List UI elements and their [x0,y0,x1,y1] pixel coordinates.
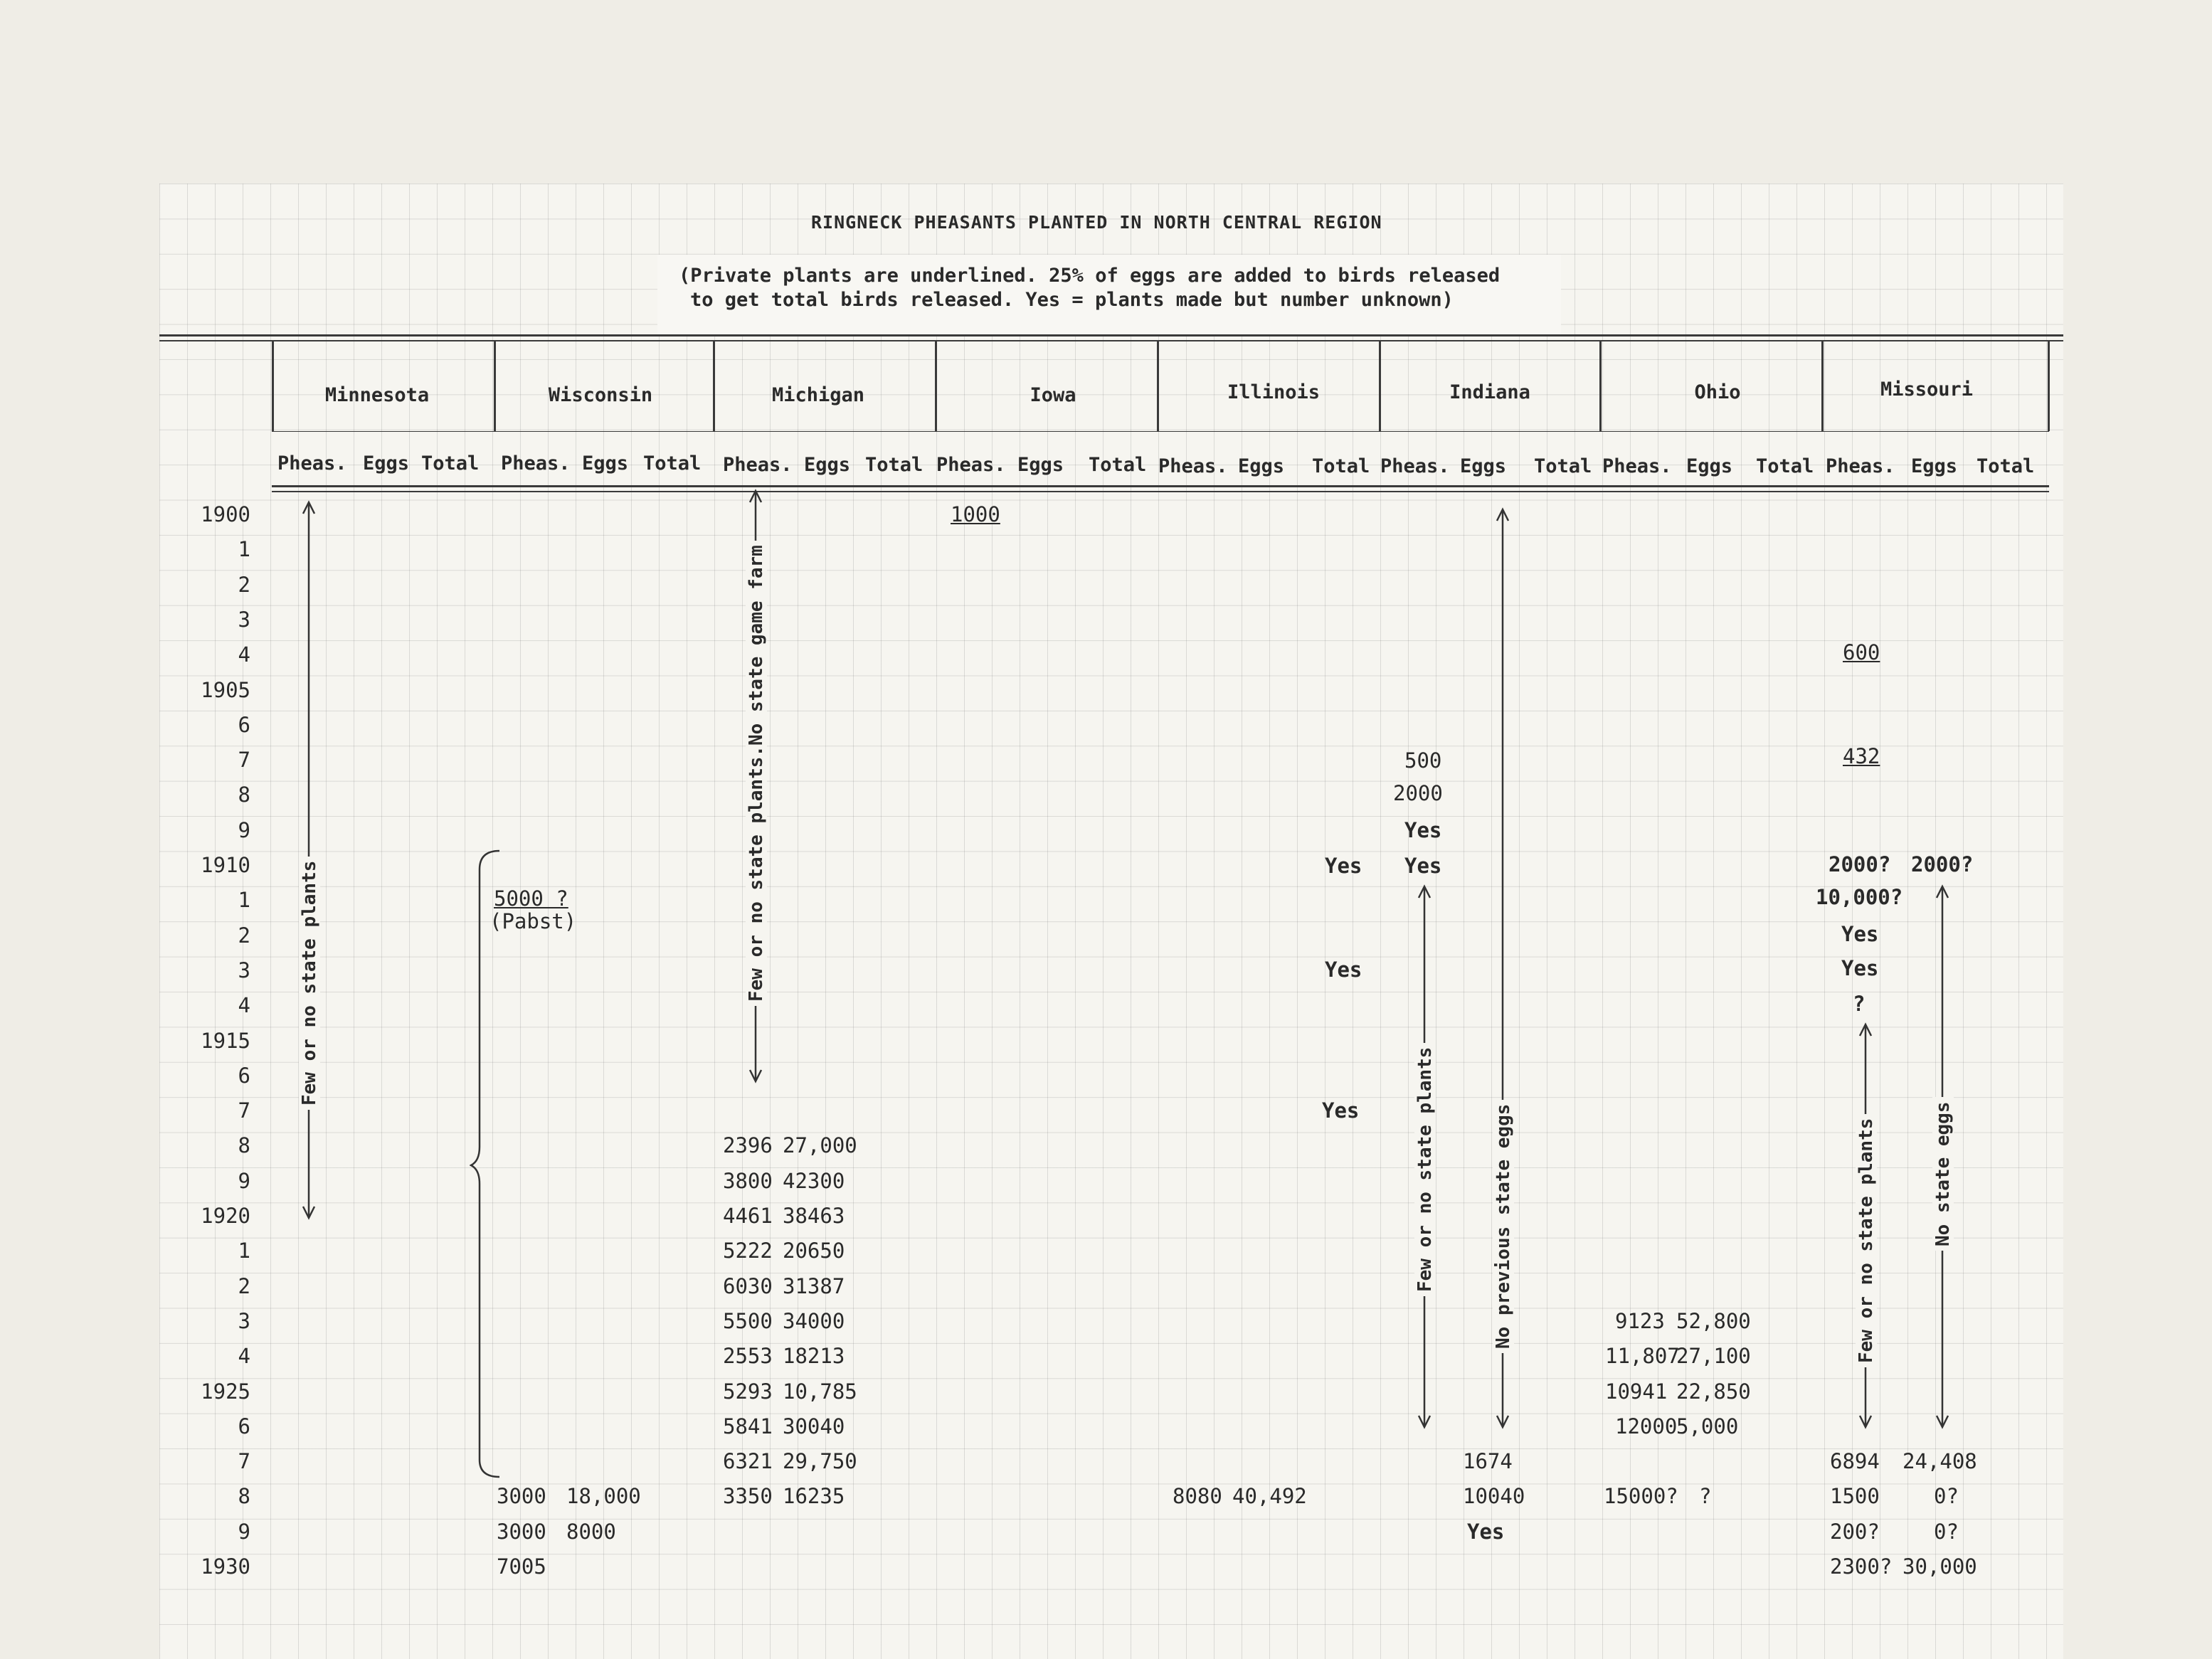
sub-header-pheas: Pheas. [1380,455,1450,477]
header-bottom-rule [272,485,2049,487]
michigan-eggs-value: 42300 [783,1168,845,1193]
missouri-eggs-value: 30,000 [1903,1554,1977,1579]
wisconsin-brace [470,848,505,1481]
illinois-1913-value: Yes [1325,958,1362,982]
state-header-missouri: Missouri [1880,378,1974,401]
wisconsin-eggs-value: 18,000 [566,1484,641,1509]
year-label: 6 [238,1063,250,1088]
missouri-1904-value: 600 [1843,640,1880,664]
ohio-pheas-value: 10941 [1605,1379,1668,1404]
sub-header-pheas: Pheas. [1826,455,1895,477]
state-header-michigan: Michigan [771,384,865,406]
sub-header-eggs: Eggs [1238,455,1285,477]
sub-header-pheas: Pheas. [1602,455,1672,477]
missouri-eggs-value: 24,408 [1903,1449,1977,1474]
sub-header-pheas: Pheas. [723,454,793,476]
sub-header-total: Total [1534,455,1592,477]
michigan-eggs-value: 34000 [783,1308,845,1333]
indiana-late-value: 1674 [1463,1449,1513,1474]
michigan-pheas-value: 6321 [723,1449,773,1474]
missouri-1910-pheas-value: 2000? [1829,852,1891,876]
illinois-eggs-value: 40,492 [1232,1484,1307,1509]
missouri-1912-value: Yes [1841,922,1879,946]
table-top-rule-2 [159,340,2063,341]
year-label: 7 [238,1098,250,1123]
year-label: 7 [238,1449,250,1474]
sub-header-pheas: Pheas. [277,452,347,475]
col-divider [1599,340,1602,431]
year-label: 4 [238,1344,250,1369]
sub-header-total: Total [865,454,924,476]
state-header-ohio: Ohio [1694,381,1741,403]
year-label: 1905 [201,677,250,702]
year-label: 9 [238,1168,250,1193]
year-label: 1910 [201,853,250,877]
year-label: 8 [238,783,250,807]
michigan-pheas-value: 5293 [723,1379,773,1404]
missouri-eggs-annotation: No state eggs [1932,1098,1954,1251]
year-label: 8 [238,1484,250,1509]
missouri-1911-value: 10,000? [1816,885,1903,909]
ohio-eggs-value: 5,000 [1676,1414,1739,1438]
sub-header-pheas: Pheas. [936,454,1006,476]
state-header-indiana: Indiana [1449,381,1530,403]
year-label: 1 [238,888,250,913]
michigan-pheas-value: 3800 [723,1168,773,1193]
year-label: 6 [238,712,250,737]
year-label: 4 [238,993,250,1018]
year-label: 1925 [201,1379,250,1404]
michigan-pheas-value: 3350 [723,1484,773,1509]
ohio-pheas-value: 15000? [1604,1484,1678,1509]
year-label: 3 [238,1308,250,1333]
missouri-eggs-value: 0? [1934,1484,1959,1509]
note-slip [657,255,1561,334]
michigan-pheas-value: 5841 [723,1414,773,1438]
iowa-1900-value: 1000 [951,502,1000,526]
missouri-1907-value: 432 [1843,744,1880,768]
wisconsin-pheas-value: 3000 [497,1519,546,1544]
michigan-eggs-value: 18213 [783,1344,845,1369]
michigan-eggs-value: 27,000 [783,1133,857,1158]
sub-header-eggs: Eggs [1686,455,1733,477]
minnesota-annotation: Few or no state plants [299,857,320,1110]
indiana-late-value: Yes [1467,1519,1505,1544]
year-label: 8 [238,1133,250,1158]
year-label: 1930 [201,1554,250,1579]
note-line-1: (Private plants are underlined. 25% of eggs are added to birds released [679,265,1501,287]
state-header-iowa: Iowa [1030,384,1076,406]
state-header-wisconsin: Wisconsin [548,384,653,406]
michigan-eggs-value: 10,785 [783,1379,857,1404]
illinois-1910-value: Yes [1325,854,1362,878]
indiana-1910-value: Yes [1404,854,1442,878]
ohio-pheas-value: 12000 [1615,1414,1678,1438]
year-label: 1920 [201,1204,250,1228]
missouri-pheas-value: 1500 [1830,1484,1880,1509]
year-label: 9 [238,1519,250,1544]
indiana-1907-value: 500 [1404,748,1442,773]
missouri-eggs-value: 0? [1934,1519,1959,1544]
michigan-eggs-value: 31387 [783,1273,845,1298]
sub-header-total: Total [1976,455,2035,477]
missouri-pheas-value: 2300? [1830,1554,1893,1579]
ohio-eggs-value: 22,850 [1676,1379,1751,1404]
indiana-plants-annotation: Few or no state plants [1414,1043,1436,1296]
michigan-pheas-value: 5500 [723,1308,773,1333]
table-top-rule [159,334,2063,336]
missouri-pheas-value: 200? [1830,1519,1880,1544]
year-label: 3 [238,958,250,982]
year-label: 1915 [201,1028,250,1053]
indiana-1908-value: 2000 [1393,781,1443,805]
note-line-2: to get total birds released. Yes = plants made but number unknown) [690,289,1454,311]
michigan-pheas-value: 6030 [723,1273,773,1298]
sub-header-eggs: Eggs [1460,455,1507,477]
year-label: 3 [238,607,250,632]
illinois-1917-value: Yes [1322,1098,1360,1123]
michigan-eggs-value: 29,750 [783,1449,857,1474]
missouri-1910-eggs-value: 2000? [1911,852,1974,876]
col-divider [935,340,937,431]
year-label: 1 [238,1239,250,1263]
sub-header-eggs: Eggs [1017,454,1064,476]
year-label: 7 [238,748,250,773]
sub-header-total: Total [1756,455,1814,477]
indiana-eggs-annotation: No previous state eggs [1493,1100,1514,1353]
state-header-minnesota: Minnesota [324,384,430,406]
missouri-1914-value: ? [1853,992,1866,1016]
michigan-pheas-value: 5222 [723,1239,773,1263]
year-label: 2 [238,1273,250,1298]
sub-header-eggs: Eggs [1911,455,1958,477]
wisconsin-eggs-value: 8000 [566,1519,616,1544]
sub-header-eggs: Eggs [363,452,410,475]
michigan-eggs-value: 16235 [783,1484,845,1509]
sub-header-total: Total [1089,454,1147,476]
state-header-illinois: Illinois [1227,381,1321,403]
year-label: 6 [238,1414,250,1438]
ohio-eggs-value: 27,100 [1676,1344,1751,1369]
sub-header-eggs: Eggs [804,454,851,476]
michigan-eggs-value: 38463 [783,1204,845,1228]
year-label: 9 [238,817,250,842]
sub-header-total: Total [421,452,480,475]
michigan-pheas-value: 4461 [723,1204,773,1228]
michigan-eggs-value: 30040 [783,1414,845,1438]
wisconsin-1911-value: 5000 ? [494,886,568,911]
col-divider [2048,340,2050,431]
missouri-pheas-value: 6894 [1830,1449,1880,1474]
wisconsin-pheas-value: 7005 [497,1554,546,1579]
sub-header-pheas: Pheas. [501,452,571,475]
missouri-plants-annotation: Few or no state plants [1856,1114,1877,1367]
sub-header-total: Total [1312,455,1370,477]
year-label: 2 [238,572,250,597]
michigan-pheas-value: 2553 [723,1344,773,1369]
sub-header-total: Total [643,452,702,475]
wisconsin-1911-note: (Pabst) [490,909,577,933]
ohio-pheas-value: 9123 [1615,1308,1665,1333]
sub-header-pheas: Pheas. [1158,455,1228,477]
illinois-pheas-value: 8080 [1173,1484,1222,1509]
document-title: RINGNECK PHEASANTS PLANTED IN NORTH CENTRAL REGION [811,212,1382,233]
header-mid-rule [272,431,2049,432]
michigan-pheas-value: 2396 [723,1133,773,1158]
sub-header-eggs: Eggs [582,452,629,475]
ohio-eggs-value: 52,800 [1676,1308,1751,1333]
ohio-eggs-value: ? [1699,1484,1712,1509]
year-label: 2 [238,923,250,948]
michigan-eggs-value: 20650 [783,1239,845,1263]
missouri-1913-value: Yes [1841,956,1879,980]
ohio-pheas-value: 11,807 [1605,1344,1680,1369]
indiana-1909-value: Yes [1404,818,1442,842]
wisconsin-pheas-value: 3000 [497,1484,546,1509]
year-label: 1900 [201,502,250,526]
indiana-late-value: 10040 [1463,1484,1525,1509]
michigan-annotation: Few or no state plants.No state game farm [746,541,767,1006]
year-label: 4 [238,642,250,667]
year-label: 1 [238,537,250,562]
header-bottom-rule-2 [272,491,2049,492]
